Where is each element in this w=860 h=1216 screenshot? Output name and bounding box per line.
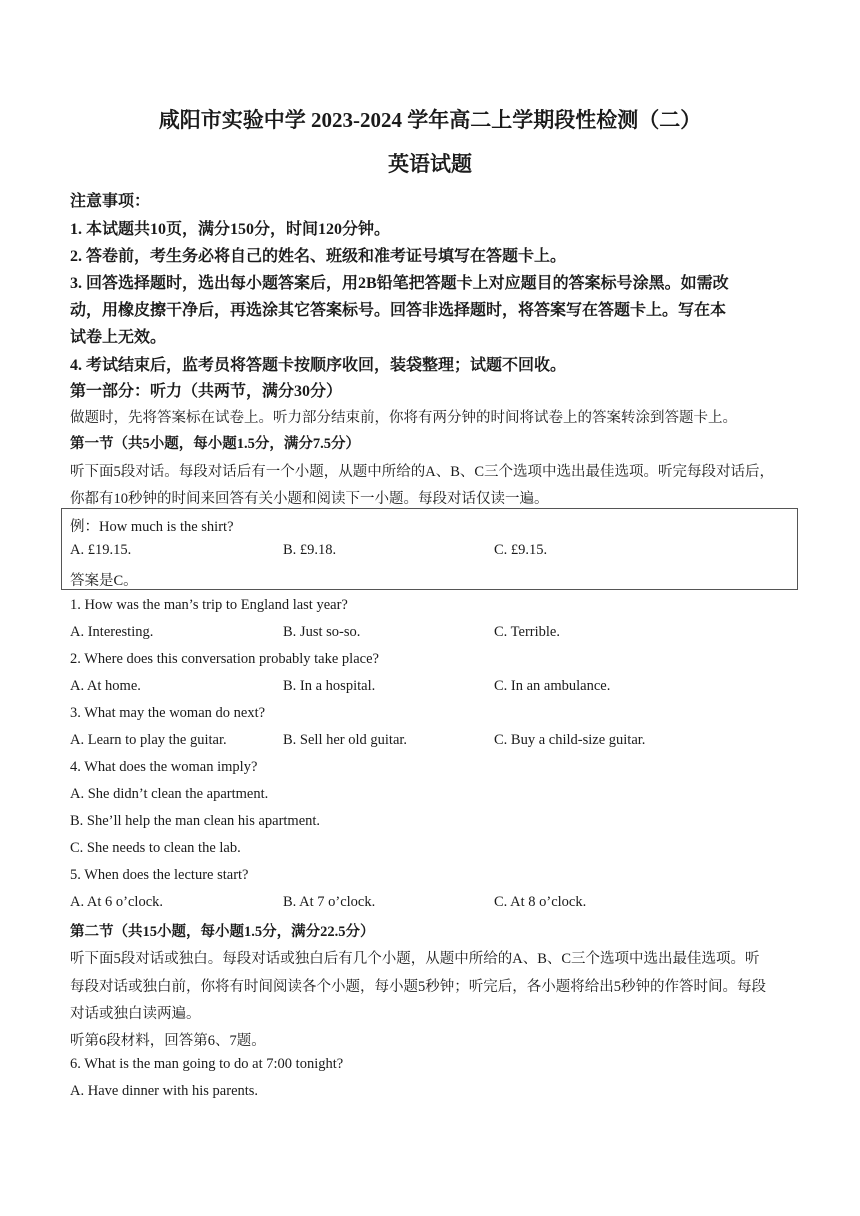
question-3-option-b: B. Sell her old guitar. <box>283 732 408 748</box>
question-4-option-b: B. She’ll help the man clean his apartment. <box>70 813 321 829</box>
notice-item: 4. 考试结束后，监考员将答题卡按顺序收回，装袋整理；试题不回收。 <box>70 357 567 374</box>
section1-instruction: 你都有10秒钟的时间来回答有关小题和阅读下一小题。每段对话仅读一遍。 <box>70 491 549 507</box>
part1-heading: 第一部分：听力（共两节，满分30分） <box>70 383 343 400</box>
example-option-b: B. £9.18. <box>283 542 337 558</box>
question-1-option-c: C. Terrible. <box>494 624 560 640</box>
question-2-option-a: A. At home. <box>70 678 141 694</box>
question-1-option-b: B. Just so-so. <box>283 624 361 640</box>
question-3: 3. What may the woman do next? <box>70 705 266 721</box>
part1-instruction: 做题时，先将答案标在试卷上。听力部分结束前，你将有两分钟的时间将试卷上的答案转涂到答题卡上。 <box>70 410 737 426</box>
notice-heading: 注意事项： <box>70 193 151 210</box>
question-4-option-a: A. She didn’t clean the apartment. <box>70 786 269 802</box>
question-2: 2. Where does this conversation probably take place? <box>70 651 379 667</box>
notice-item: 1. 本试题共10页，满分150分，时间120分钟。 <box>70 221 391 238</box>
question-4: 4. What does the woman imply? <box>70 759 258 775</box>
example-option-c: C. £9.15. <box>494 542 548 558</box>
example-answer: 答案是C。 <box>70 573 138 589</box>
section2-instruction: 听下面5段对话或独白。每段对话或独白后有几个小题，从题中所给的A、B、C三个选项中选出最佳选项。听 <box>70 951 760 967</box>
notice-item: 2. 答卷前，考生务必将自己的姓名、班级和准考证号填写在答题卡上。 <box>70 248 567 265</box>
section1-instruction: 听下面5段对话。每段对话后有一个小题，从题中所给的A、B、C三个选项中选出最佳选项。听完每段对话后， <box>70 464 775 480</box>
example-question: 例：How much is the shirt? <box>70 519 234 535</box>
page-title: 咸阳市实验中学 2023-2024 学年高二上学期段性检测（二） <box>158 108 702 132</box>
question-2-option-b: B. In a hospital. <box>283 678 376 694</box>
notice-item: 动，用橡皮擦干净后，再选涂其它答案标号。回答非选择题时，将答案写在答题卡上。写在本 <box>70 302 727 319</box>
question-3-option-a: A. Learn to play the guitar. <box>70 732 227 748</box>
question-4-option-c: C. She needs to clean the lab. <box>70 840 241 856</box>
section1-heading: 第一节（共5小题，每小题1.5分，满分7.5分） <box>70 436 360 452</box>
example-option-a: A. £19.15. <box>70 542 132 558</box>
section2-heading: 第二节（共15小题，每小题1.5分，满分22.5分） <box>70 924 375 940</box>
section2-instruction: 每段对话或独白前，你将有时间阅读各个小题，每小题5秒钟；听完后，各小题将给出5秒钟的作答时间。每段 <box>70 979 766 995</box>
notice-item: 试卷上无效。 <box>70 329 167 346</box>
question-6-option-a: A. Have dinner with his parents. <box>70 1083 259 1099</box>
page-subtitle: 英语试题 <box>388 152 472 176</box>
question-2-option-c: C. In an ambulance. <box>494 678 611 694</box>
question-5-option-a: A. At 6 o’clock. <box>70 894 164 910</box>
question-3-option-c: C. Buy a child-size guitar. <box>494 732 646 748</box>
question-1: 1. How was the man’s trip to England last year? <box>70 597 348 613</box>
question-5-option-b: B. At 7 o’clock. <box>283 894 376 910</box>
question-5-option-c: C. At 8 o’clock. <box>494 894 587 910</box>
notice-item: 3. 回答选择题时，选出每小题答案后，用2B铅笔把答题卡上对应题目的答案标号涂黑。如需改 <box>70 275 729 292</box>
material-note: 听第6段材料，回答第6、7题。 <box>70 1033 266 1049</box>
question-1-option-a: A. Interesting. <box>70 624 154 640</box>
section2-instruction: 对话或独白读两遍。 <box>70 1006 201 1022</box>
question-6: 6. What is the man going to do at 7:00 tonight? <box>70 1056 344 1072</box>
question-5: 5. When does the lecture start? <box>70 867 249 883</box>
